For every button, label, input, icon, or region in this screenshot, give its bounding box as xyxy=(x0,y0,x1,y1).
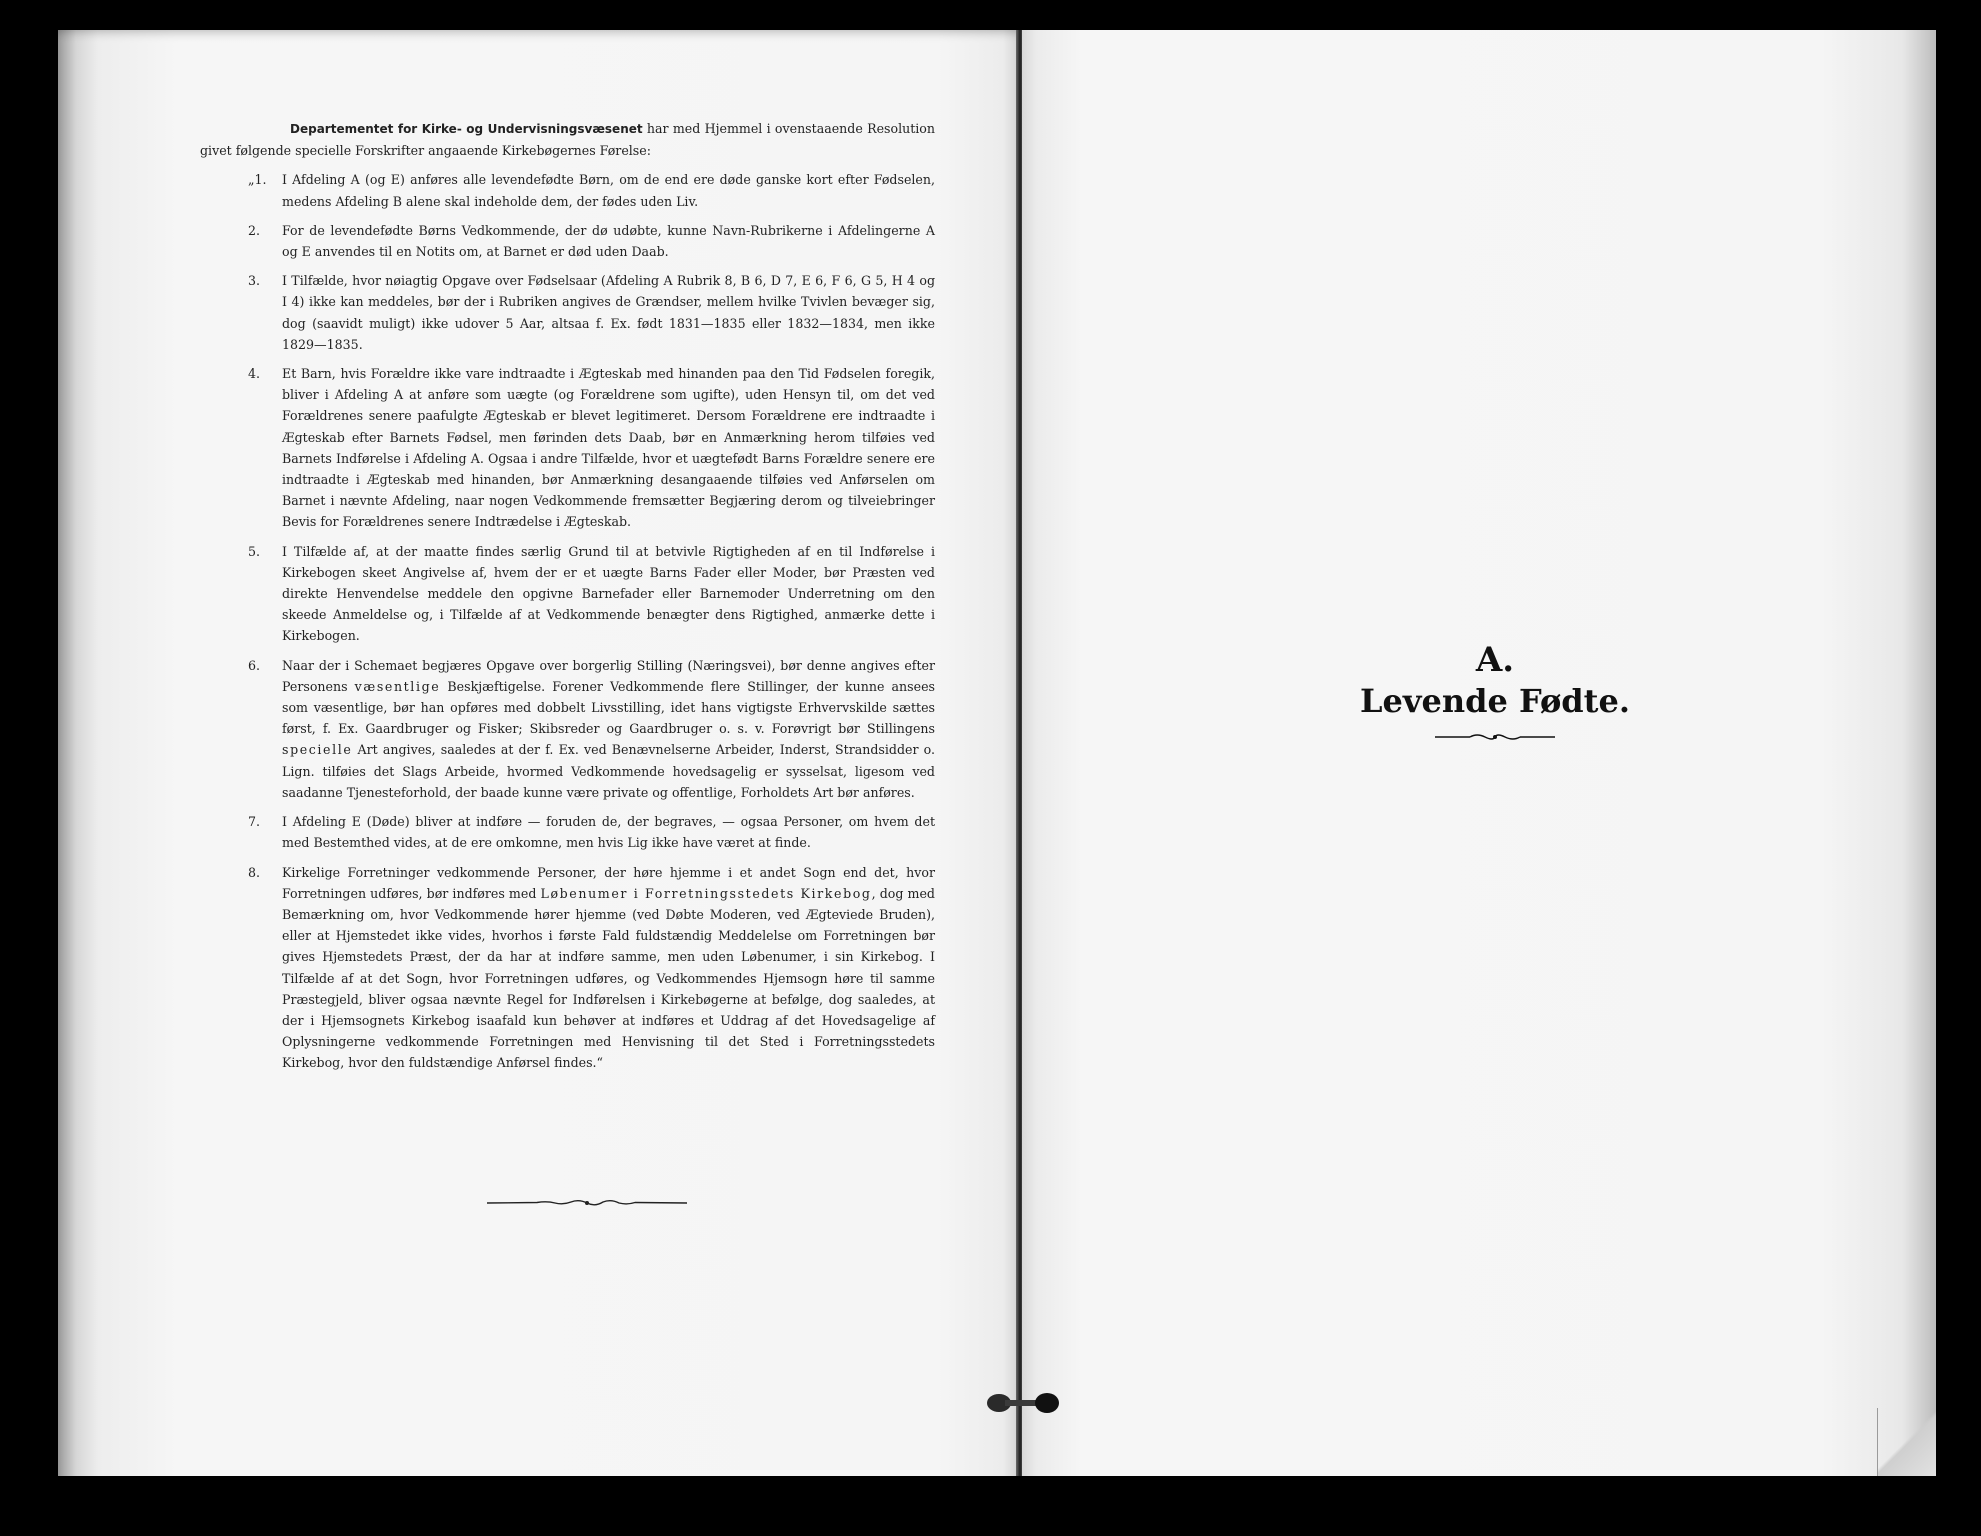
item-text: Naar der i Schemaet begjæres Opgave over borgerlig Stilling (Næringsvei), bør denne angives efter Personens xyxy=(282,657,935,694)
ornamental-rule-icon xyxy=(1435,732,1555,742)
regulation-item-4 xyxy=(200,363,935,533)
regulation-item-8 xyxy=(200,862,935,1074)
right-page xyxy=(1022,30,1936,1476)
item-number: 4. xyxy=(248,366,261,382)
item-text: I Afdeling E (Døde) bliver at indføre — foruden de, der begraves, — ogsaa Personer, om hvem det med Bestemthed vides, at de ere omkomne, men hvis Lig ikke have været at finde. xyxy=(282,814,935,851)
regulation-item-3 xyxy=(200,270,935,355)
item-text: For de levendefødte Børns Vedkommende, der dø udøbte, kunne Navn-Rubrikerne i Afdelingerne A og E anvendes til en Notits om, at Barnet er død uden Daab. xyxy=(282,222,935,260)
item-number: 6. xyxy=(248,657,261,673)
item-text: I Afdeling A (og E) anføres alle levendefødte Børn, om de end ere døde ganske kort efter Fødselen, medens Afdeling B alene skal indeholde dem, der fødes uden Liv. xyxy=(282,172,935,209)
item-text: Kirkelige Forretninger vedkommende Personer, der høre hjemme i et andet Sogn end det, hvor Forretningen udføres, bør indføres med xyxy=(282,864,935,901)
item-number: 2. xyxy=(248,222,261,238)
ornamental-rule-icon xyxy=(487,1196,687,1210)
item-number: 7. xyxy=(248,814,261,830)
item-number: 3. xyxy=(248,273,261,289)
department-heading: Departementet for Kirke- og Undervisningsvæsenet xyxy=(290,122,643,136)
intro-text: har med Hjemmel i ovenstaaende Resolution givet følgende specielle Forskrifter angaaende Kirkebøgernes Førelse: xyxy=(200,121,935,159)
regulation-item-7 xyxy=(200,811,935,853)
item-text: I Tilfælde af, at der maatte findes særlig Grund til at betvivle Rigtigheden af en til Indførelse i Kirkebogen skeet Angivelse af, hvem der er et uægte Barns Fader eller Moder, bør Præsten ved direkte Henvendelse meddele den opgivne Barnefader eller Barnemoder Underretning om den skeede Anmeldelse og, i Tilfælde af at Vedkommende benægter dens Rigtighed, anmærke dette i Kirkebogen. xyxy=(282,543,935,644)
section-heading xyxy=(1330,640,1660,742)
item-text-emphasis: væsentlige xyxy=(354,678,441,694)
item-number: „1. xyxy=(248,172,267,188)
regulation-item-2 xyxy=(200,220,935,262)
section-letter: A. xyxy=(1475,640,1515,680)
item-text: I Tilfælde, hvor nøiagtig Opgave over Fødselsaar (Afdeling A Rubrik 8, B 6, D 7, E 6, F 6, G 5, H 4 og I 4) ikke kan meddeles, bør der i Rubriken angives de Grændser, mellem hvilke Tvivlen bevæger sig, dog (saavidt muligt) ikke udover 5 Aar, altsaa f. Ex. født 1831—1835 eller 1832—1834, men ikke 1829—1835. xyxy=(282,273,935,352)
regulation-item-6 xyxy=(200,655,935,803)
item-text: Beskjæftigelse. Forener Vedkommende flere Stillinger, der kunne ansees som væsentlige, bør han opføres med dobbelt Livsstilling, idet hans vigtigste Erhvervskilde sættes først, f. Ex. Gaardbruger og Fisker; Skibsreder og Gaardbruger o. s. v. Forøvrigt bør Stillingens xyxy=(282,678,935,737)
regulations-text xyxy=(200,118,935,1082)
item-text: Art angives, saaledes at der f. Ex. ved Benævnelserne Arbeider, Inderst, Strandsidder o. Lign. tilføies det Slags Arbeide, hvormed Vedkommende hovedsagelig er sysselsat, ligesom ved saadanne Tjenesteforhold, der baade kunne være private og offentlige, Forholdets Art bør anføres. xyxy=(282,742,935,800)
binding-thread-icon xyxy=(985,1390,1061,1416)
regulation-item-1 xyxy=(200,169,935,211)
item-number: 5. xyxy=(248,543,261,559)
item-text-emphasis: specielle xyxy=(282,742,353,758)
item-text: , dog med Bemærkning om, hvor Vedkommende hører hjemme (ved Døbte Moderen, ved Ægteviede Bruden), eller at Hjemstedet ikke vides, hvorhos i første Fald fuldstændig Meddelelse om Forretningen bør gives Hjemstedets Præst, der da har at indføre samme, men uden Løbenumer, i sin Kirkebog. I Tilfælde af at det Sogn, hvor Forretningen udføres, og Vedkommendes Hjemsogn høre til samme Præstegjeld, bliver ogsaa nævnte Regel for Indførelsen i Kirkebøgerne at befølge, dog saaledes, at der i Hjemsognets Kirkebog isaafald kun behøver at indføres et Uddrag af det Hovedsagelige af Oplysningerne vedkommende Forretningen med Henvisning til det Sted i Forretningsstedets Kirkebog, hvor den fuldstændige Anførsel findes.“ xyxy=(282,885,935,1071)
item-number: 8. xyxy=(248,864,261,880)
item-text-emphasis: Løbenumer i Forretningsstedets Kirkebog xyxy=(540,885,872,901)
intro-paragraph xyxy=(200,118,935,161)
regulation-item-5 xyxy=(200,541,935,647)
section-title: Levende Fødte. xyxy=(1360,682,1630,720)
page-corner-fold xyxy=(1877,1408,1936,1476)
item-text: Et Barn, hvis Forældre ikke vare indtraadte i Ægteskab med hinanden paa den Tid Fødselen foregik, bliver i Afdeling A at anføre som uægte (og Forældrene som ugifte), uden Hensyn til, om det ved Forældrenes senere paafulgte Ægteskab er blevet legitimeret. Dersom Forældrene ere indtraadte i Ægteskab efter Barnets Fødsel, men førinden dets Daab, bør en Anmærkning herom tilføies ved Barnets Indførelse i Afdeling A. Ogsaa i andre Tilfælde, hvor et uægtefødt Barns Forældre senere ere indtraadte i Ægteskab med hinanden, bør Anmærkning desangaaende tilføies ved Anførselen om Barnet i nævnte Afdeling, naar nogen Vedkommende fremsætter Begjæring derom og tilveiebringer Bevis for Forældrenes senere Indtrædelse i Ægteskab. xyxy=(282,366,935,530)
